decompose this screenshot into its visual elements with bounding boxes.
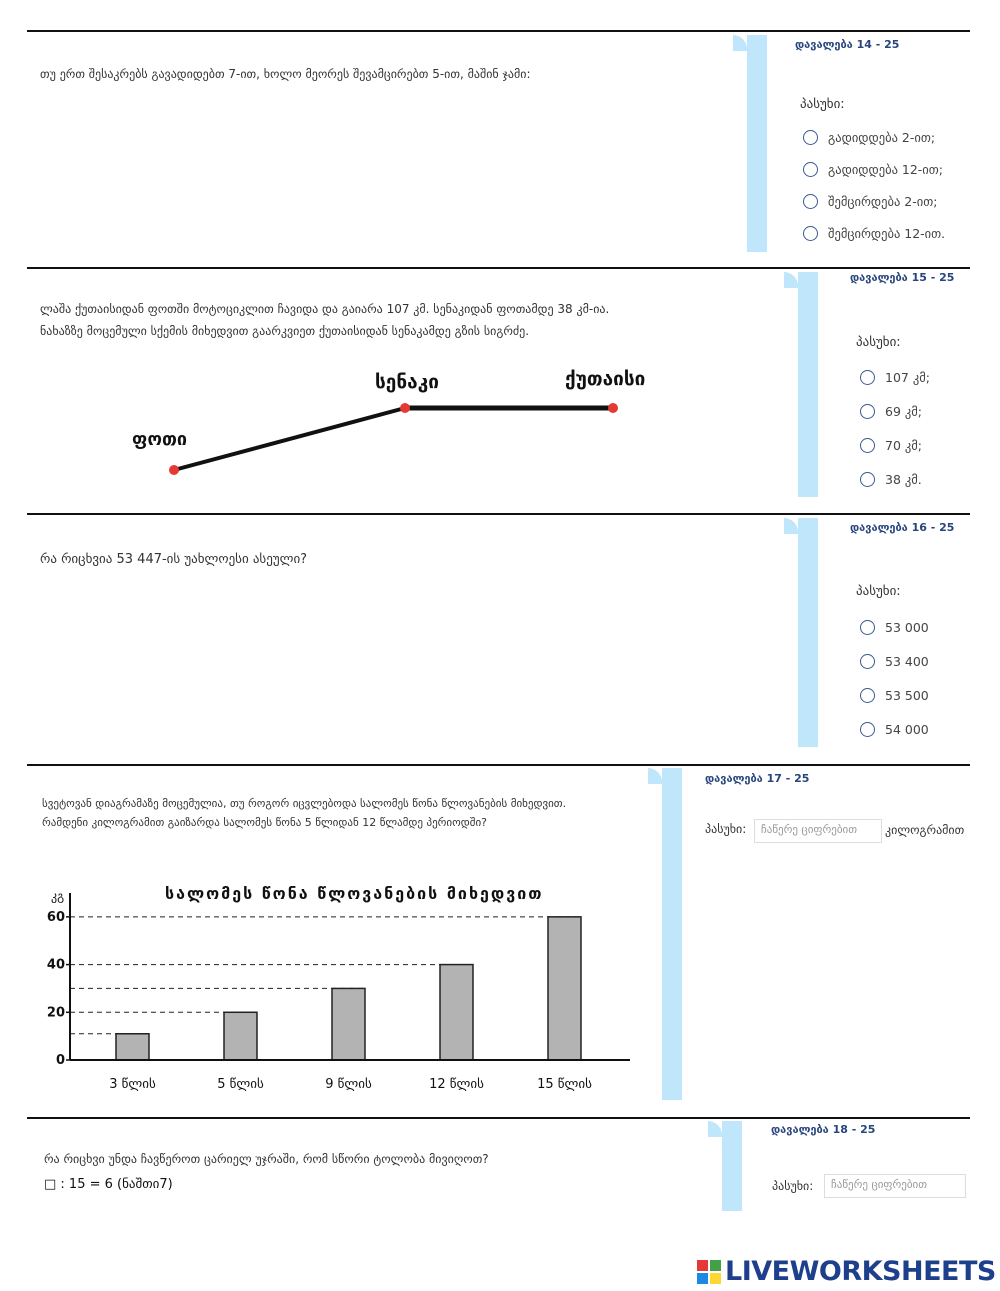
y-tick-label: 20	[46, 1005, 65, 1021]
senaki-point	[400, 403, 410, 413]
option-label: 53 000	[885, 620, 929, 635]
radio-button[interactable]	[803, 162, 818, 177]
q16-answer-label: პასუხი:	[856, 584, 901, 599]
q16-option-3[interactable]	[860, 688, 929, 703]
q16-option-4[interactable]	[860, 722, 929, 737]
logo-icon	[697, 1260, 721, 1284]
divider-q17	[27, 764, 970, 766]
q17-unit-label: კილოგრამით	[885, 823, 965, 837]
q15-task-number: დავალება 15 - 25	[850, 271, 955, 284]
y-tick-label: 60	[46, 909, 65, 925]
option-label: 53 500	[885, 688, 929, 703]
radio-button[interactable]	[860, 688, 875, 703]
q14-answer-label: პასუხი:	[800, 97, 845, 112]
divider-top	[27, 30, 970, 32]
q14-option-4[interactable]	[803, 226, 945, 241]
q14-option-2[interactable]	[803, 162, 943, 177]
q15-option-4[interactable]	[860, 472, 922, 487]
radio-button[interactable]	[860, 472, 875, 487]
q15-sidebar	[798, 272, 818, 497]
option-label: შემცირდება 2-ით;	[828, 194, 938, 209]
q18-question: რა რიცხვი უნდა ჩავწეროთ ცარიელ უჯრაში, რომ სწორი ტოლობა მივიღოთ?	[44, 1152, 489, 1166]
poti-point	[169, 465, 179, 475]
kutaisi-point	[608, 403, 618, 413]
option-label: 69 კმ;	[885, 404, 922, 419]
option-label: გადიდდება 12-ით;	[828, 162, 943, 177]
q17-question-line2: რამდენი კილოგრამით გაიზარდა სალომეს წონა 5 წლიდან 12 წლამდე პერიოდში?	[42, 816, 487, 829]
poti-label: ფოთი	[132, 429, 188, 450]
y-axis-label: კგ	[51, 889, 65, 903]
option-label: გადიდდება 2-ით;	[828, 130, 936, 145]
radio-button[interactable]	[860, 404, 875, 419]
q15-question-line2: ნახაზზე მოცემული სქემის მიხედვით გაარკვიეთ ქუთაისიდან სენაკამდე გზის სიგრძე.	[40, 324, 530, 338]
x-tick-label: 3 წლის	[109, 1077, 156, 1092]
q18-answer-label: პასუხი:	[772, 1179, 814, 1193]
q15-option-3[interactable]	[860, 438, 922, 453]
route-diagram	[100, 360, 720, 500]
q18-equation: □ : 15 = 6 (ნაშთი7)	[44, 1177, 173, 1192]
bar	[440, 965, 473, 1060]
x-tick-label: 15 წლის	[537, 1077, 592, 1092]
option-label: შემცირდება 12-ით.	[828, 226, 946, 241]
q15-question-line1: ლაშა ქუთაისიდან ფოთში მოტოციკლით ჩავიდა და გაიარა 107 კმ. სენაკიდან ფოთამდე 38 კმ-ია.	[40, 302, 610, 316]
option-label: 54 000	[885, 722, 929, 737]
option-label: 107 კმ;	[885, 370, 930, 385]
q15-option-2[interactable]	[860, 404, 922, 419]
logo-text: LIVEWORKSHEETS	[725, 1256, 996, 1287]
y-tick-label: 0	[55, 1053, 65, 1068]
bar	[332, 988, 365, 1060]
radio-button[interactable]	[860, 722, 875, 737]
q15-answer-label: პასუხი:	[856, 335, 901, 350]
y-tick-label: 40	[46, 957, 65, 973]
q14-question: თუ ერთ შესაკრებს გავადიდებთ 7-ით, ხოლო მეორეს შევამცირებთ 5-ით, მაშინ ჯამი:	[40, 67, 531, 81]
senaki-label: სენაკი	[375, 371, 439, 393]
q18-answer-input[interactable]: ჩაწერე ციფრებით	[824, 1174, 966, 1198]
x-tick-label: 12 წლის	[429, 1077, 484, 1092]
q14-option-1[interactable]	[803, 130, 935, 145]
x-tick-label: 5 წლის	[217, 1077, 264, 1092]
q16-option-1[interactable]	[860, 620, 929, 635]
q14-sidebar	[747, 35, 767, 252]
q16-option-2[interactable]	[860, 654, 929, 669]
chart-title: სალომეს წონა წლოვანების მიხედვით	[165, 884, 544, 903]
q17-answer-label: პასუხი:	[705, 822, 747, 836]
kutaisi-label: ქუთაისი	[565, 368, 646, 390]
liveworksheets-logo[interactable]	[697, 1256, 996, 1287]
option-label: 70 კმ;	[885, 438, 922, 453]
radio-button[interactable]	[860, 370, 875, 385]
radio-button[interactable]	[803, 226, 818, 241]
q17-sidebar	[662, 768, 682, 1100]
q16-task-number: დავალება 16 - 25	[850, 521, 955, 534]
radio-button[interactable]	[803, 194, 818, 209]
road-poti-senaki	[174, 408, 405, 470]
q16-sidebar	[798, 518, 818, 747]
q18-sidebar	[722, 1121, 742, 1211]
bar	[116, 1034, 149, 1060]
q14-task-number: დავალება 14 - 25	[795, 38, 900, 51]
bar	[224, 1012, 257, 1060]
q15-option-1[interactable]	[860, 370, 930, 385]
q17-task-number: დავალება 17 - 25	[705, 772, 810, 785]
x-tick-label: 9 წლის	[325, 1077, 372, 1092]
radio-button[interactable]	[860, 620, 875, 635]
bar	[548, 917, 581, 1060]
q18-task-number: დავალება 18 - 25	[771, 1123, 876, 1136]
q17-question-line1: სვეტოვან დიაგრამაზე მოცემულია, თუ როგორ იცვლებოდა სალომეს წონა წლოვანების მიხედვით.	[42, 797, 567, 810]
radio-button[interactable]	[803, 130, 818, 145]
radio-button[interactable]	[860, 654, 875, 669]
divider-q16	[27, 513, 970, 515]
weight-bar-chart	[40, 875, 640, 1100]
divider-q15	[27, 267, 970, 269]
option-label: 38 კმ.	[885, 472, 922, 487]
radio-button[interactable]	[860, 438, 875, 453]
option-label: 53 400	[885, 654, 929, 669]
q16-question: რა რიცხვია 53 447-ის უახლოესი ასეული?	[40, 552, 308, 567]
q17-answer-input[interactable]: ჩაწერე ციფრებით	[754, 819, 882, 843]
divider-q18	[27, 1117, 970, 1119]
q14-option-3[interactable]	[803, 194, 937, 209]
